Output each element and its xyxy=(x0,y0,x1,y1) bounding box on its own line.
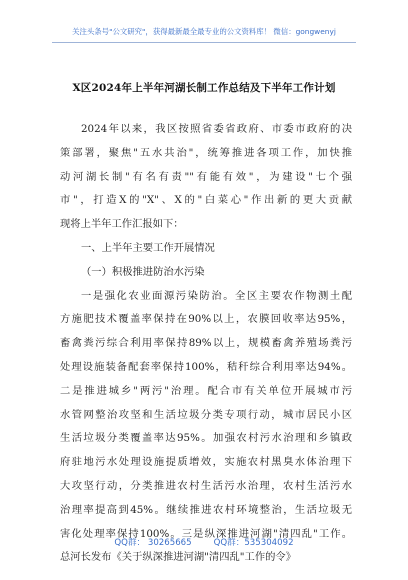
footer-qq-group-2: QQ群：535304092 xyxy=(213,538,294,548)
body-line: 处理设施装备配套率保持100%，秸秆综合利用率达94%。 xyxy=(60,360,352,373)
header-promo-note: 关注头条号"公文研究"，获得最新最全最专业的公文资料库！ 微信：gongwenyj xyxy=(72,27,336,36)
subsection-heading: （一）积极推进防治水污染 xyxy=(81,265,205,278)
body-line: 治理率提高到45%。继续推进农村环境整治，生活垃圾无 xyxy=(60,503,352,516)
body-line: 2024年以来，我区按照省委省政府、市委市政府的决 xyxy=(81,123,352,135)
footer-qq-group-1: QQ群： 30265665 xyxy=(114,538,192,548)
body-line: 生活垃圾分类覆盖率达95%。加强农村污水治理和乡镇政 xyxy=(60,432,352,445)
section-heading: 一、上半年主要工作开展情况 xyxy=(81,241,215,254)
body-line: 方施肥技术覆盖率保持在90%以上，农膜回收率达95%， xyxy=(60,313,352,326)
document-title: X区2024年上半年河湖长制工作总结及下半年工作计划 xyxy=(72,82,336,94)
body-line: 水管网整治攻坚和生活垃圾分类专项行动，城市居民小区 xyxy=(60,408,352,421)
body-line: 动河湖长制"有名有责""有能有效"，为建设"七个强 xyxy=(60,170,352,183)
footer-contact xyxy=(0,536,408,548)
body-line: 策部署，聚焦"五水共治"，统筹推进各项工作，加快推 xyxy=(60,146,352,159)
header-divider xyxy=(52,42,356,43)
body-line: 畜禽粪污综合利用率保持89%以上，规模畜禽养殖场粪污 xyxy=(60,337,352,350)
body-line: 总河长发布《关于纵深推进河湖"清四乱"工作的令》 xyxy=(60,551,297,564)
body-line: 二是推进城乡"两污"治理。配合市有关单位开展城市污 xyxy=(60,384,352,397)
body-line: 市"，打造X的"X"、X的"白菜心"作出新的更大贡献 xyxy=(60,194,352,207)
body-line: 府驻地污水处理设施提质增效，实施农村黑臭水体治理下 xyxy=(60,456,352,469)
body-line: 现将上半年工作汇报如下： xyxy=(60,218,184,231)
body-line: 害化处理率保持100%。三是纵深推进河湖"清四乱"工作。 xyxy=(60,527,352,540)
body-line: 大攻坚行动，分类推进农村生活污水治理，农村生活污水 xyxy=(60,479,352,492)
body-line: 一是强化农业面源污染防治。全区主要农作物测土配 xyxy=(81,289,352,302)
document-body xyxy=(60,118,352,570)
